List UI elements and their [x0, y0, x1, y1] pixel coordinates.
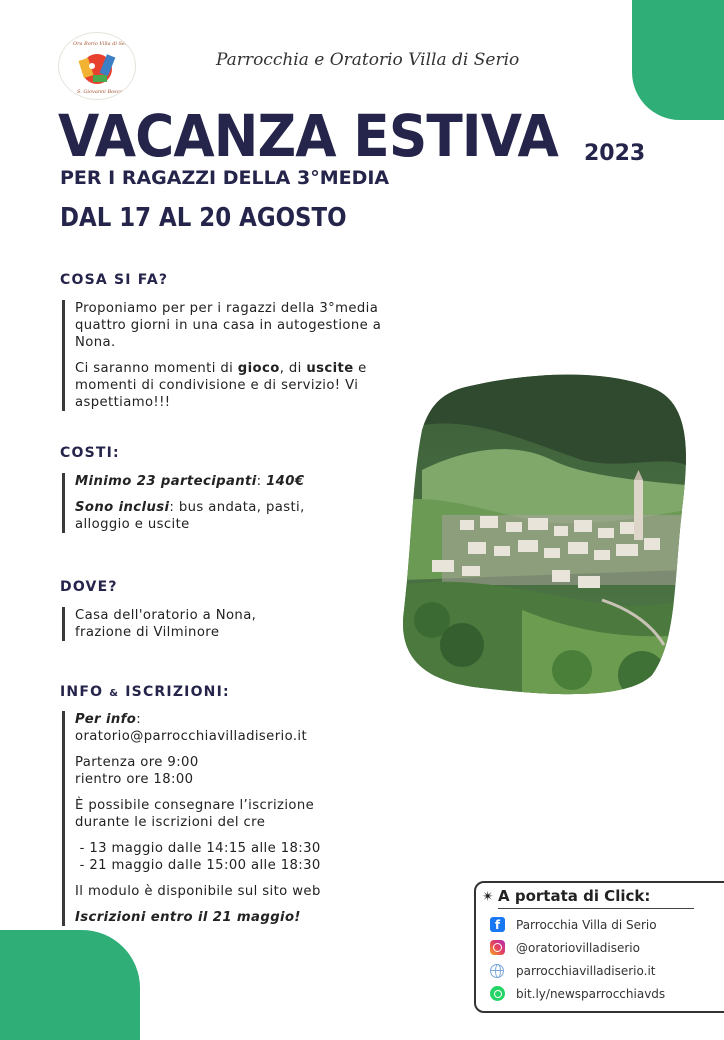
dove-line-2: frazione di Vilminore	[75, 625, 220, 640]
link-website[interactable]: parrocchiavilladiserio.it	[516, 964, 656, 978]
info-registration: È possibile consegnare l’iscrizione durante le iscrizioni del cre	[75, 798, 315, 830]
section-body-costi	[62, 473, 355, 533]
cursor-click-icon: ✴	[482, 889, 494, 905]
section-heading-cosa: COSA SI FA?	[60, 272, 169, 288]
cosa-paragraph-2: Ci saranno momenti di gioco, di uscite e momenti di condivisione e di servizio! Vi aspettiamo!!!	[75, 361, 367, 410]
info-dates: - 13 maggio dalle 14:15 alle 18:30 - 21 maggio dalle 15:00 alle 18:30	[75, 841, 321, 873]
cosa-paragraph-1: Proponiamo per per i ragazzi della 3°media quattro giorni in una casa in autogestione a Nona.	[75, 301, 382, 350]
section-heading-dove: DOVE?	[60, 579, 118, 595]
event-subtitle: PER I RAGAZZI DELLA 3°MEDIA	[60, 167, 390, 189]
globe-icon	[490, 964, 504, 978]
section-body-dove	[62, 607, 415, 641]
costi-included: Sono inclusi: bus andata, pasti, alloggio e uscite	[75, 500, 305, 532]
link-whatsapp[interactable]: bit.ly/newsparrocchiavds	[516, 987, 665, 1001]
event-year: 2023	[584, 141, 646, 166]
section-heading-info: INFO & ISCRIZIONI:	[60, 684, 230, 700]
event-dates: DAL 17 AL 20 AGOSTO	[60, 203, 347, 233]
info-deadline: Iscrizioni entro il 21 maggio!	[75, 910, 301, 925]
quick-links-divider	[498, 908, 694, 909]
costi-minimum: Minimo 23 partecipanti: 140€	[75, 474, 305, 489]
instagram-icon	[490, 940, 505, 955]
decorative-green-corner-top	[632, 0, 724, 120]
whatsapp-icon	[490, 986, 505, 1001]
village-landscape-photo	[402, 370, 686, 696]
link-instagram[interactable]: @oratoriovilladiserio	[516, 941, 640, 955]
event-title: VACANZA ESTIVA	[58, 102, 558, 170]
info-module: Il modulo è disponibile sul sito web	[75, 884, 321, 899]
quick-links-title: A portata di Click:	[498, 887, 651, 905]
section-body-cosa	[62, 300, 415, 411]
link-facebook[interactable]: f Parrocchia Villa di Serio	[516, 918, 657, 932]
section-body-info	[62, 711, 375, 926]
logo-text-top: Ora Borio Villa di Serio	[73, 41, 132, 47]
quick-links-box	[474, 881, 724, 1013]
facebook-icon: f	[490, 917, 505, 932]
dove-line-1: Casa dell'oratorio a Nona,	[75, 608, 257, 623]
oratorio-logo	[58, 32, 136, 100]
section-heading-costi: COSTI:	[60, 445, 120, 461]
info-schedule: Partenza ore 9:00 rientro ore 18:00	[75, 755, 199, 787]
parish-title: Parrocchia e Oratorio Villa di Serio	[216, 50, 520, 70]
info-email[interactable]: oratorio@parrocchiavilladiserio.it	[75, 729, 308, 744]
info-contact: Per info: oratorio@parrocchiavilladiserio.it	[75, 712, 308, 744]
logo-text-bottom: S. Giovanni Bosco	[77, 89, 123, 95]
